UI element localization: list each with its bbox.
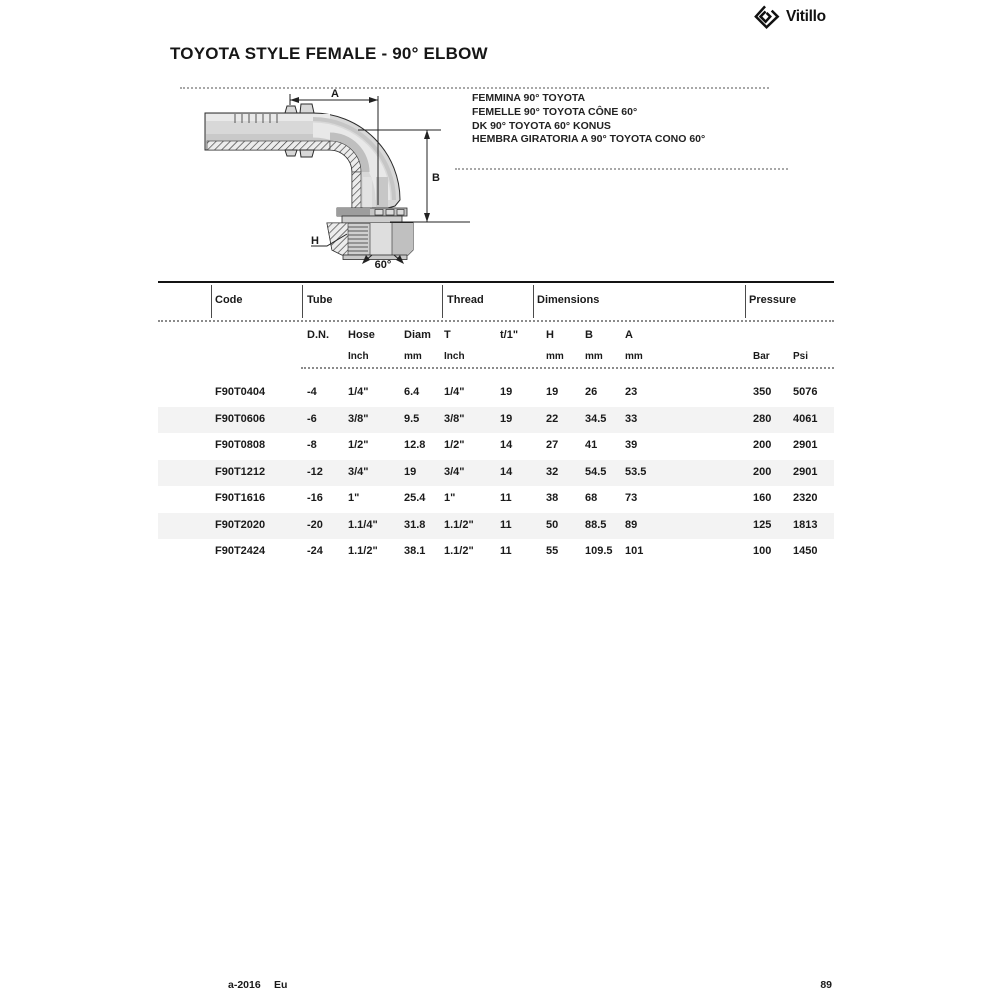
column-header: B xyxy=(585,329,593,341)
cell-tpi: 11 xyxy=(500,545,512,557)
cell-t: 3/4" xyxy=(444,465,465,478)
cell-t: 1.1/2" xyxy=(444,545,474,557)
header-divider xyxy=(302,285,303,318)
cell-t: 1/4" xyxy=(444,386,465,398)
header-divider xyxy=(745,285,746,318)
technical-drawing xyxy=(180,85,480,275)
cell-hose: 1.1/4" xyxy=(348,518,378,531)
cell-code: F90T2020 xyxy=(215,518,266,531)
spec-table xyxy=(158,281,834,566)
table-row xyxy=(158,433,834,460)
cell-a: 101 xyxy=(625,545,644,557)
cell-dn: -24 xyxy=(307,545,323,557)
cell-h: 22 xyxy=(546,412,559,425)
table-row xyxy=(158,407,834,434)
cell-psi: 5076 xyxy=(793,386,818,398)
unit-label: Psi xyxy=(793,351,809,362)
column-header: A xyxy=(625,329,633,341)
cell-hose: 1/4" xyxy=(348,386,369,398)
unit-label: mm xyxy=(625,351,643,362)
cell-dn: -4 xyxy=(307,386,317,398)
description-line: FEMMINA 90° TOYOTA xyxy=(472,92,586,104)
table-units-row xyxy=(158,348,834,369)
unit-label: Inch xyxy=(444,351,465,362)
column-header: t/1" xyxy=(500,329,519,341)
dim-label-a: A xyxy=(331,88,339,100)
cell-hose: 3/4" xyxy=(348,465,369,478)
page-number: 89 xyxy=(820,979,832,991)
group-header-code: Code xyxy=(215,294,243,306)
cell-a: 89 xyxy=(625,518,638,531)
cell-h: 50 xyxy=(546,518,559,531)
table-row xyxy=(158,513,834,540)
group-header-tube: Tube xyxy=(307,294,333,306)
cell-b: 26 xyxy=(585,386,598,398)
dotted-rule-units xyxy=(301,367,834,369)
dim-label-angle: 60° xyxy=(374,259,392,271)
cell-h: 27 xyxy=(546,439,559,451)
cell-t: 1/2" xyxy=(444,439,465,451)
cell-bar: 125 xyxy=(753,518,772,531)
cell-psi: 1450 xyxy=(793,545,818,557)
description-line: FEMELLE 90° TOYOTA CÔNE 60° xyxy=(472,105,638,118)
footer-edition: a-2016 xyxy=(228,979,261,991)
cell-b: 54.5 xyxy=(585,465,607,478)
table-row xyxy=(158,486,834,513)
cell-dn: -8 xyxy=(307,439,317,451)
column-header: T xyxy=(444,329,451,341)
thread-lines xyxy=(348,227,368,251)
cell-hose: 3/8" xyxy=(348,412,369,425)
table-subheader xyxy=(158,322,834,348)
table-row xyxy=(158,460,834,487)
description-line: DK 90° TOYOTA 60° KONUS xyxy=(472,119,611,132)
cell-b: 34.5 xyxy=(585,412,607,425)
cell-psi: 1813 xyxy=(793,518,818,531)
column-header: D.N. xyxy=(307,329,329,341)
group-header-thread: Thread xyxy=(447,294,484,306)
dim-label-h: H xyxy=(311,235,319,247)
cell-t: 3/8" xyxy=(444,412,465,425)
cell-psi: 2320 xyxy=(793,492,818,504)
cell-h: 38 xyxy=(546,492,559,504)
cell-tpi: 14 xyxy=(500,465,513,478)
description-line: HEMBRA GIRATORIA A 90° TOYOTA CONO 60° xyxy=(472,133,706,146)
cell-hose: 1.1/2" xyxy=(348,545,378,557)
cell-hose: 1" xyxy=(348,492,360,504)
unit-label: Bar xyxy=(753,351,770,362)
cell-b: 109.5 xyxy=(585,545,613,557)
header-divider xyxy=(442,285,443,318)
unit-label: mm xyxy=(546,351,564,362)
vitillo-diamond-icon xyxy=(754,4,780,31)
table-body xyxy=(158,380,834,566)
group-header-dimensions: Dimensions xyxy=(537,294,600,306)
table-group-header xyxy=(158,281,834,322)
cell-bar: 350 xyxy=(753,386,772,398)
cell-code: F90T0808 xyxy=(215,439,266,451)
cell-bar: 280 xyxy=(753,412,772,425)
cell-psi: 2901 xyxy=(793,465,818,478)
unit-label: Inch xyxy=(348,351,369,362)
section-hatch-leg xyxy=(352,172,361,208)
brand-logo xyxy=(754,3,826,31)
cell-dn: -6 xyxy=(307,412,317,425)
cell-tpi: 19 xyxy=(500,412,513,425)
column-header: H xyxy=(546,329,554,341)
cell-tpi: 11 xyxy=(500,518,512,531)
unit-label: mm xyxy=(404,351,422,362)
description-block xyxy=(472,92,802,147)
cell-tpi: 19 xyxy=(500,386,513,398)
cell-psi: 4061 xyxy=(793,412,818,425)
cell-code: F90T1616 xyxy=(215,492,266,504)
table-row xyxy=(158,539,834,566)
section-hatch-shank xyxy=(207,141,330,150)
group-header-pressure: Pressure xyxy=(749,294,797,306)
cell-dn: -20 xyxy=(307,518,323,531)
cell-diam: 31.8 xyxy=(404,518,426,531)
cell-t: 1" xyxy=(444,492,456,504)
cell-psi: 2901 xyxy=(793,439,818,451)
cell-diam: 9.5 xyxy=(404,412,420,425)
cell-bar: 100 xyxy=(753,545,772,557)
cell-hose: 1/2" xyxy=(348,439,369,451)
cell-code: F90T2424 xyxy=(215,545,266,557)
footer-language: Eu xyxy=(274,979,288,991)
cell-h: 32 xyxy=(546,465,559,478)
cell-tpi: 11 xyxy=(500,492,512,504)
page-title: TOYOTA STYLE FEMALE - 90° ELBOW xyxy=(170,44,488,63)
cell-a: 73 xyxy=(625,492,638,504)
dim-label-b: B xyxy=(432,172,440,184)
cell-code: F90T0606 xyxy=(215,412,266,425)
cell-a: 53.5 xyxy=(625,465,647,478)
brand-name: Vitillo xyxy=(786,8,826,25)
cell-b: 68 xyxy=(585,492,598,504)
unit-label: mm xyxy=(585,351,603,362)
column-header: Diam xyxy=(404,329,431,341)
cell-dn: -16 xyxy=(307,492,323,504)
cell-code: F90T0404 xyxy=(215,386,266,398)
cell-diam: 12.8 xyxy=(404,439,426,451)
cell-b: 41 xyxy=(585,439,598,451)
nut-section-hatch xyxy=(327,223,348,255)
cell-diam: 19 xyxy=(404,465,417,478)
cell-a: 39 xyxy=(625,439,638,451)
cell-t: 1.1/2" xyxy=(444,518,474,531)
cell-h: 55 xyxy=(546,545,559,557)
cell-a: 33 xyxy=(625,412,638,425)
cell-a: 23 xyxy=(625,386,638,398)
column-header: Hose xyxy=(348,329,375,341)
header-divider xyxy=(211,285,212,318)
cell-diam: 38.1 xyxy=(404,545,426,557)
cell-bar: 200 xyxy=(753,439,772,451)
cell-diam: 25.4 xyxy=(404,492,426,504)
cell-dn: -12 xyxy=(307,465,323,478)
cell-code: F90T1212 xyxy=(215,465,266,478)
table-row xyxy=(158,380,834,407)
cell-h: 19 xyxy=(546,386,559,398)
cell-b: 88.5 xyxy=(585,518,607,531)
cell-tpi: 14 xyxy=(500,439,513,451)
dotted-rule-under-descriptions xyxy=(455,168,788,170)
header-divider xyxy=(533,285,534,318)
cell-bar: 200 xyxy=(753,465,772,478)
cell-bar: 160 xyxy=(753,492,772,504)
cell-diam: 6.4 xyxy=(404,386,420,398)
